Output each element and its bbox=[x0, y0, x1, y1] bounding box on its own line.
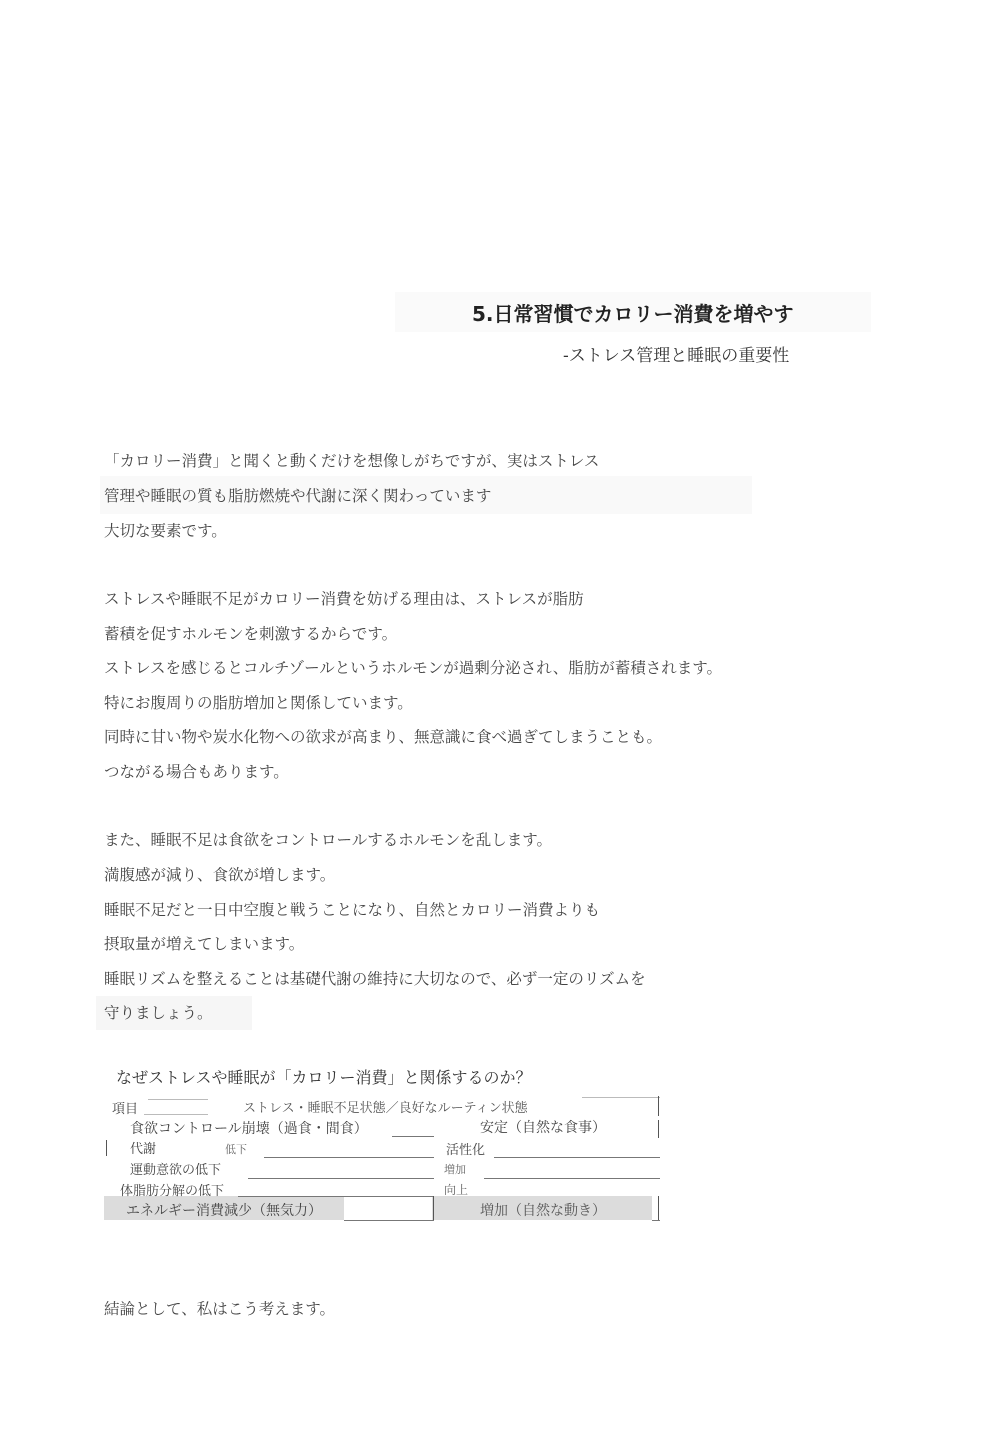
table-header-item: 項目 bbox=[112, 1102, 139, 1117]
table-row-good: 増加 bbox=[444, 1163, 466, 1176]
table-rule bbox=[484, 1178, 660, 1179]
table-rule bbox=[392, 1136, 434, 1137]
paragraph-line: 睡眠リズムを整えることは基礎代謝の維持に大切なので、必ず一定のリズムを bbox=[104, 970, 646, 988]
paragraph-line: また、睡眠不足は食欲をコントロールするホルモンを乱します。 bbox=[104, 831, 552, 849]
table-rule bbox=[494, 1157, 660, 1158]
table-row-label: 体脂肪分解の低下 bbox=[120, 1184, 225, 1199]
paragraph-line: 管理や睡眠の質も脂肪燃焼や代謝に深く関わっています bbox=[104, 487, 492, 505]
table-row-label: 代謝 bbox=[130, 1142, 157, 1157]
table-title: なぜストレスや睡眠が「カロリー消費」と関係するのか？ bbox=[116, 1068, 532, 1087]
table-rule bbox=[582, 1097, 660, 1098]
table-header-state: ストレス・睡眠不足状態／良好なルーティン状態 bbox=[243, 1101, 528, 1116]
table-row-label: エネルギー消費減少（無気力） bbox=[126, 1203, 322, 1219]
table-rule bbox=[238, 1196, 434, 1197]
page-title: 5.日常習慣でカロリー消費を増やす bbox=[472, 302, 794, 326]
paragraph-line: つながる場合もあります。 bbox=[104, 763, 289, 781]
paragraph-line: 守りましょう。 bbox=[104, 1004, 213, 1022]
comparison-table bbox=[104, 1096, 660, 1222]
table-row-label: 食欲コントロール崩壊（過食・間食） bbox=[130, 1121, 368, 1137]
table-rule bbox=[148, 1099, 208, 1100]
paragraph-line: 特にお腹周りの脂肪増加と関係しています。 bbox=[104, 694, 413, 712]
table-rule bbox=[658, 1120, 659, 1138]
table-row-good: 活性化 bbox=[446, 1143, 486, 1158]
paragraph-line: 蓄積を促すホルモンを刺激するからです。 bbox=[104, 625, 398, 643]
paragraph-line: 摂取量が増えてしまいます。 bbox=[104, 935, 305, 953]
paragraph-line: 大切な要素です。 bbox=[104, 522, 227, 540]
paragraph-line: 満腹感が減り、食欲が増します。 bbox=[104, 866, 336, 884]
paragraph-line: 睡眠不足だと一日中空腹と戦うことになり、自然とカロリー消費よりも bbox=[104, 901, 601, 919]
page-subtitle: -ストレス管理と睡眠の重要性 bbox=[563, 346, 790, 366]
table-rule bbox=[658, 1196, 659, 1220]
paragraph-line: ストレスを感じるとコルチゾールというホルモンが過剰分泌され、脂肪が蓄積されます。 bbox=[104, 659, 722, 677]
table-row-bad: 低下 bbox=[225, 1143, 247, 1156]
table-rule bbox=[106, 1140, 107, 1156]
table-rule bbox=[144, 1114, 208, 1115]
paragraph-line: ストレスや睡眠不足がカロリー消費を妨げる理由は、ストレスが脂肪 bbox=[104, 590, 584, 608]
table-row-good: 安定（自然な食事） bbox=[480, 1120, 606, 1136]
conclusion-line: 結論として、私はこう考えます。 bbox=[104, 1300, 335, 1318]
table-rule bbox=[248, 1178, 434, 1179]
table-rule bbox=[264, 1157, 434, 1158]
table-row-label: 運動意欲の低下 bbox=[130, 1163, 222, 1178]
table-row-good: 増加（自然な動き） bbox=[480, 1203, 606, 1219]
table-rule bbox=[433, 1196, 434, 1220]
paragraph-line: 同時に甘い物や炭水化物への欲求が高まり、無意識に食べ過ぎてしまうことも。 bbox=[104, 728, 663, 746]
paragraph-line: 「カロリー消費」と聞くと動くだけを想像しがちですが、実はストレス bbox=[104, 452, 600, 470]
table-rule bbox=[658, 1096, 659, 1116]
table-row-good: 向上 bbox=[444, 1183, 469, 1197]
table-rule bbox=[652, 1220, 660, 1221]
table-rule bbox=[344, 1220, 434, 1221]
